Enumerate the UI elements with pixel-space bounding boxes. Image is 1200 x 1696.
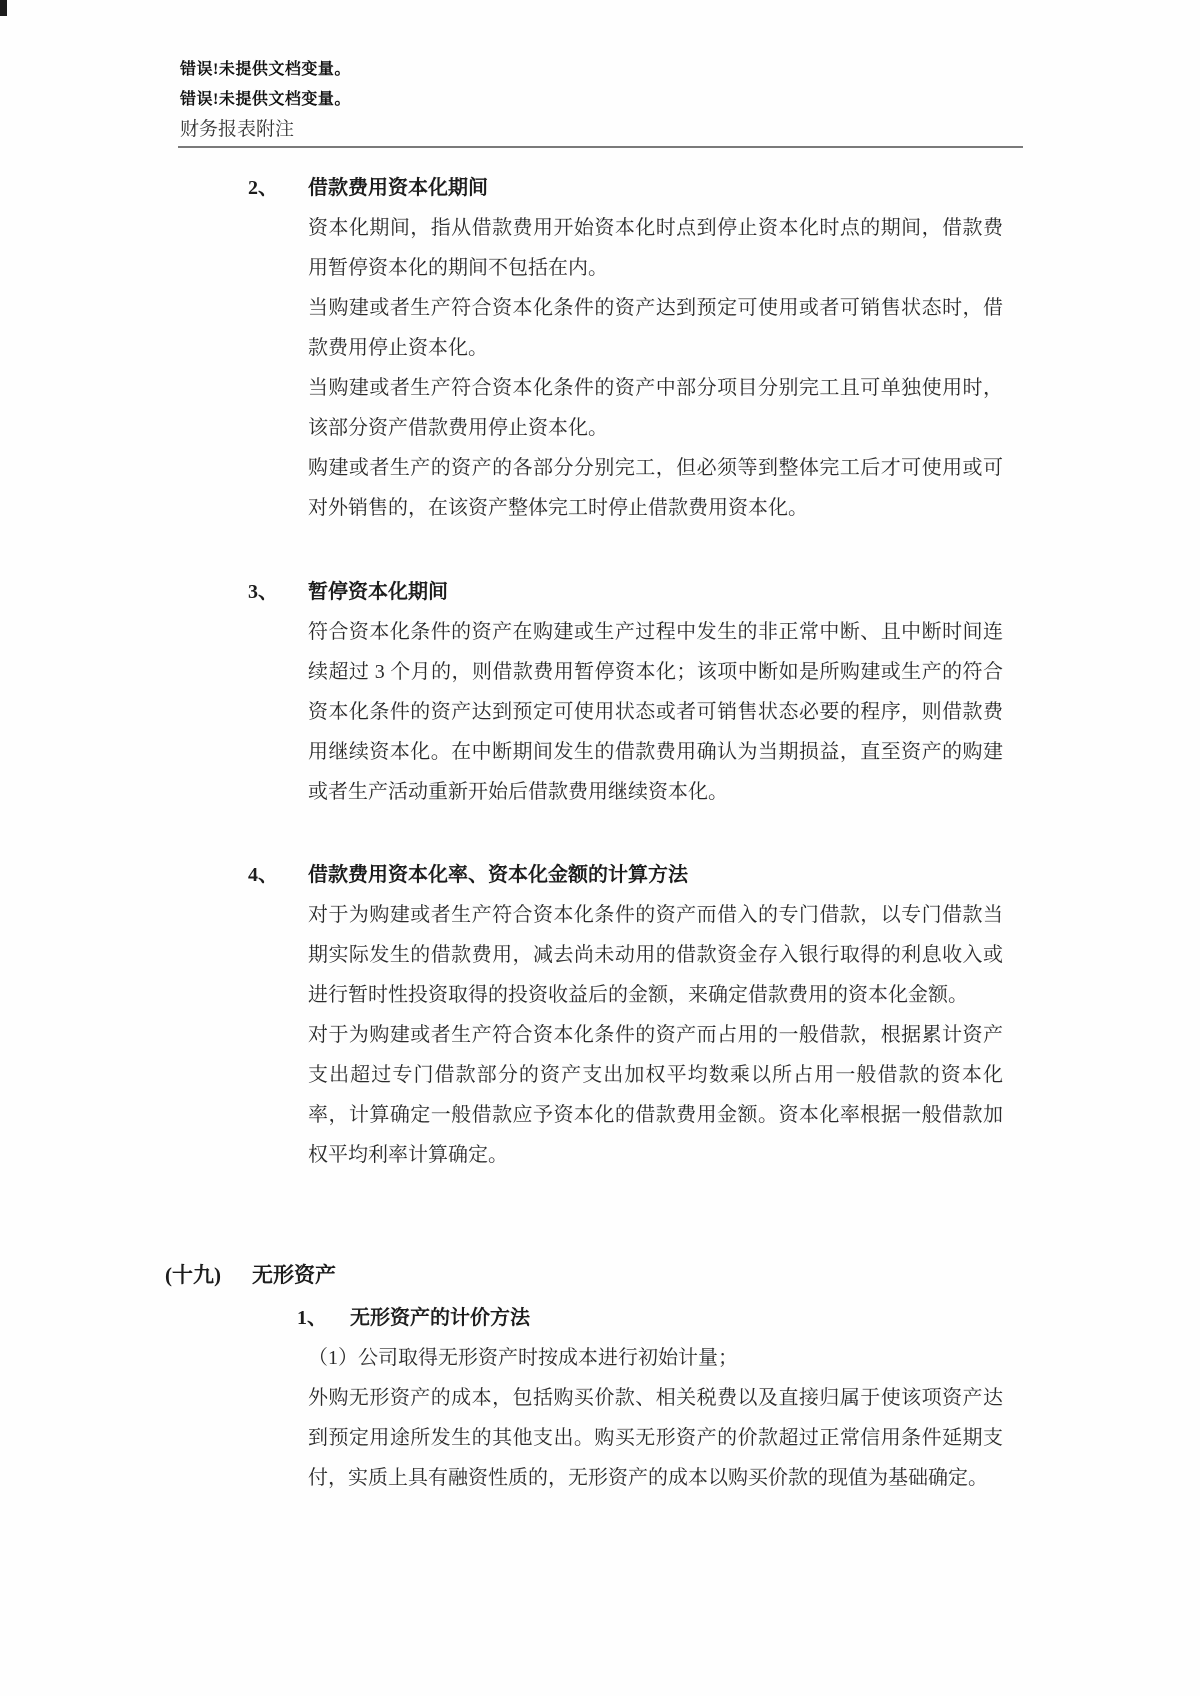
- document-header: [180, 55, 351, 145]
- section-heading: [0, 168, 1200, 208]
- section-heading: [0, 572, 1200, 612]
- section-body: [308, 208, 1003, 528]
- paragraph: 符合资本化条件的资产在购建或生产过程中发生的非正常中断、且中断时间连续超过 3 个月的，则借款费用暂停资本化；该项中断如是所购建或生产的符合资本化条件的资产达到预定可使用状态或者可销售状态必要的程序，则借款费用继续资本化。在中断期间发生的借款费用确认为当期损益，直至资产的购建或者生产活动重新开始后借款费用继续资本化。: [308, 621, 1003, 803]
- chapter-title: 无形资产: [252, 1263, 336, 1287]
- section-number: 3、: [248, 581, 278, 603]
- paragraph: 购建或者生产的资产的各部分分别完工，但必须等到整体完工后才可使用或可对外销售的，在该资产整体完工时停止借款费用资本化。: [308, 457, 1003, 519]
- section-body: [308, 612, 1003, 812]
- chapter-number: (十九): [165, 1263, 221, 1287]
- section-2-borrowing-cost-capitalization-period: [0, 168, 1200, 528]
- chapter-19-intangible-assets-heading: [165, 1255, 336, 1295]
- section-heading: [0, 855, 1200, 895]
- paragraph: 资本化期间，指从借款费用开始资本化时点到停止资本化时点的期间，借款费用暂停资本化的期间不包括在内。: [308, 217, 1003, 279]
- scan-artifact: [0, 0, 7, 16]
- header-notes-title: 财务报表附注: [180, 119, 295, 140]
- paragraph: 当购建或者生产符合资本化条件的资产中部分项目分别完工且可单独使用时，该部分资产借款费用停止资本化。: [308, 377, 1003, 439]
- section-number: 4、: [248, 864, 278, 886]
- section-4-capitalization-rate-method: [0, 855, 1200, 1175]
- subsection-title: 无形资产的计价方法: [350, 1307, 530, 1329]
- header-doc-variable-error-1: 错误!未提供文档变量。: [180, 61, 351, 78]
- paragraph: 对于为购建或者生产符合资本化条件的资产而借入的专门借款，以专门借款当期实际发生的借款费用，减去尚未动用的借款资金存入银行取得的利息收入或进行暂时性投资取得的投资收益后的金额，来确定借款费用的资本化金额。: [308, 904, 1003, 1006]
- section-title: 暂停资本化期间: [308, 581, 448, 603]
- subsection-1-valuation-method-heading: [297, 1298, 530, 1338]
- paragraph: 外购无形资产的成本，包括购买价款、相关税费以及直接归属于使该项资产达到预定用途所发生的其他支出。购买无形资产的价款超过正常信用条件延期支付，实质上具有融资性质的，无形资产的成本以购买价款的现值为基础确定。: [308, 1387, 1003, 1489]
- paragraph: （1）公司取得无形资产时按成本进行初始计量；: [308, 1347, 738, 1369]
- section-number: 2、: [248, 177, 278, 199]
- paragraph: 当购建或者生产符合资本化条件的资产达到预定可使用或者可销售状态时，借款费用停止资本化。: [308, 297, 1003, 359]
- section-title: 借款费用资本化期间: [308, 177, 488, 199]
- section-title: 借款费用资本化率、资本化金额的计算方法: [308, 864, 688, 886]
- header-divider-rule: [178, 146, 1023, 148]
- section-body: [308, 895, 1003, 1175]
- subsection-body: [308, 1338, 1003, 1498]
- subsection-number: 1、: [297, 1307, 327, 1329]
- header-doc-variable-error-2: 错误!未提供文档变量。: [180, 91, 351, 108]
- section-3-suspension-period: [0, 572, 1200, 812]
- paragraph: 对于为购建或者生产符合资本化条件的资产而占用的一般借款，根据累计资产支出超过专门借款部分的资产支出加权平均数乘以所占用一般借款的资本化率，计算确定一般借款应予资本化的借款费用金额。资本化率根据一般借款加权平均利率计算确定。: [308, 1024, 1003, 1166]
